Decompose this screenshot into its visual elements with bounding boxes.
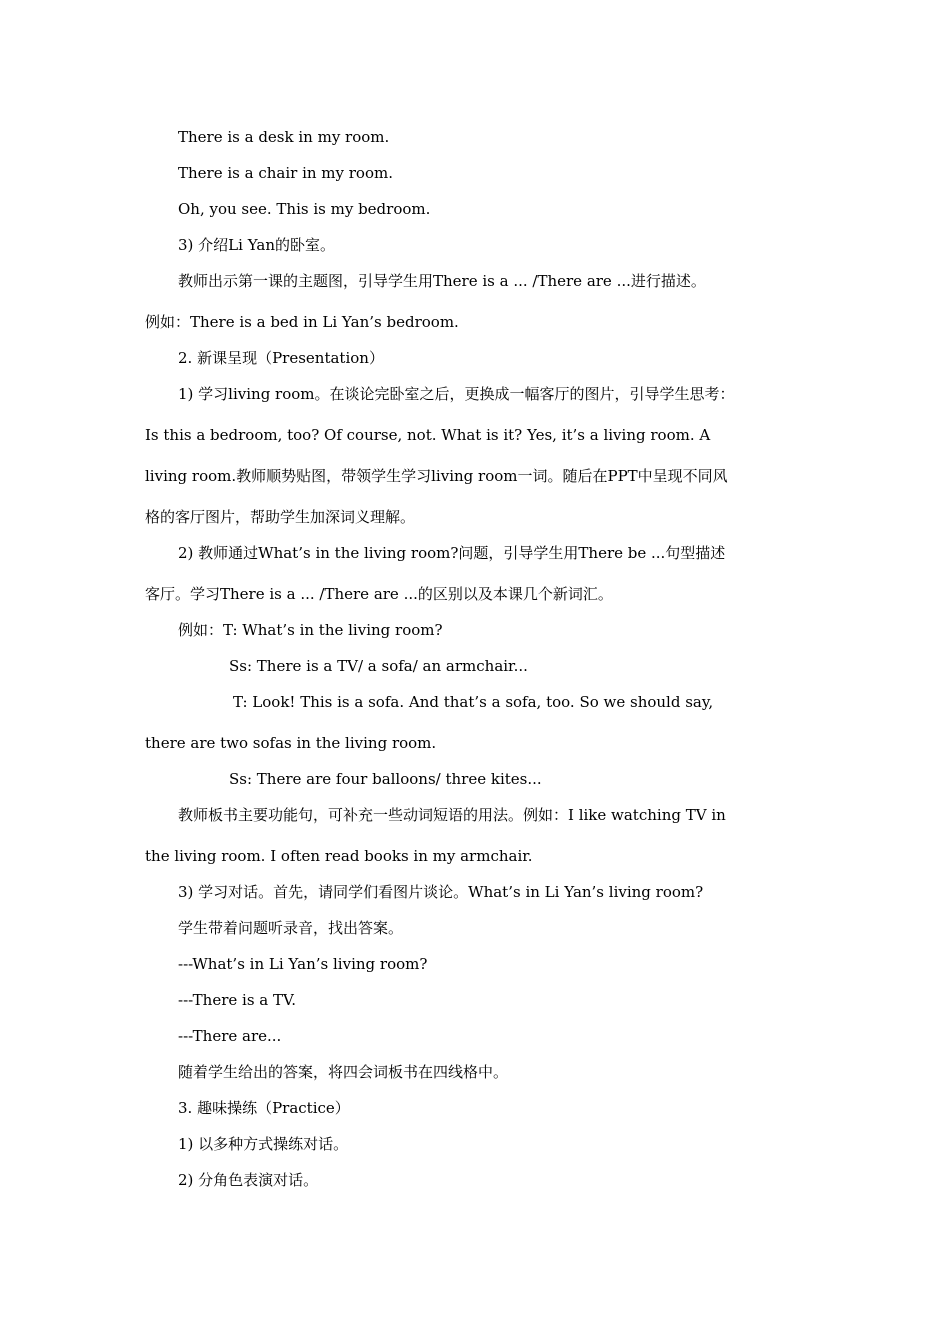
text-line: the living room. I often read books in my armchair.: [145, 847, 533, 865]
dialogue-line: Ss: There is a TV/ a sofa/ an armchair...: [229, 657, 528, 675]
dialogue-line: T: Look! This is a sofa. And that’s a sofa, too. So we should say,: [233, 693, 714, 711]
list-item: 2) 分角色表演对话。: [178, 1171, 319, 1189]
text-line: Is this a bedroom, too? Of course, not. What is it? Yes, it’s a living room. A: [145, 426, 711, 444]
text-line: 教师出示第一课的主题图，引导学生用There is a ... /There are ...进行描述。: [178, 272, 706, 290]
dialogue-line: ---What’s in Li Yan’s living room?: [178, 955, 428, 973]
text-line: There is a desk in my room.: [178, 128, 390, 146]
text-line: 学生带着问题听录音，找出答案。: [178, 919, 404, 937]
text-line: There is a chair in my room.: [178, 164, 393, 182]
text-line: 随着学生给出的答案，将四会词板书在四线格中。: [178, 1063, 509, 1081]
text-line: there are two sofas in the living room.: [145, 734, 437, 752]
section-heading: 2. 新课呈现（Presentation）: [178, 349, 384, 367]
dialogue-line: ---There are...: [178, 1027, 282, 1045]
text-line: 3) 学习对话。首先，请同学们看图片谈论。What’s in Li Yan’s living room?: [178, 883, 704, 901]
text-line: 客厅。学习There is a ... /There are ...的区别以及本课几个新词汇。: [145, 585, 613, 603]
dialogue-line: Ss: There are four balloons/ three kites...: [229, 770, 542, 788]
dialogue-line: ---There is a TV.: [178, 991, 296, 1009]
text-line: 教师板书主要功能句，可补充一些动词短语的用法。例如：I like watching TV in: [178, 806, 726, 824]
text-line: 例如：There is a bed in Li Yan’s bedroom.: [145, 313, 459, 331]
text-line: 1) 学习living room。在谈论完卧室之后，更换成一幅客厅的图片，引导学生思考：: [178, 385, 735, 403]
list-item-heading: 3) 介绍Li Yan的卧室。: [178, 236, 336, 254]
text-line: living room.教师顺势贴图，带领学生学习living room一词。随后在PPT中呈现不同风: [145, 467, 728, 485]
text-line: 例如：T: What’s in the living room?: [178, 621, 443, 639]
section-heading: 3. 趣味操练（Practice）: [178, 1099, 350, 1117]
text-line: 2) 教师通过What’s in the living room?问题，引导学生用There be ...句型描述: [178, 544, 726, 562]
text-line: 格的客厅图片，帮助学生加深词义理解。: [145, 508, 416, 526]
list-item: 1) 以多种方式操练对话。: [178, 1135, 349, 1153]
text-line: Oh, you see. This is my bedroom.: [178, 200, 431, 218]
